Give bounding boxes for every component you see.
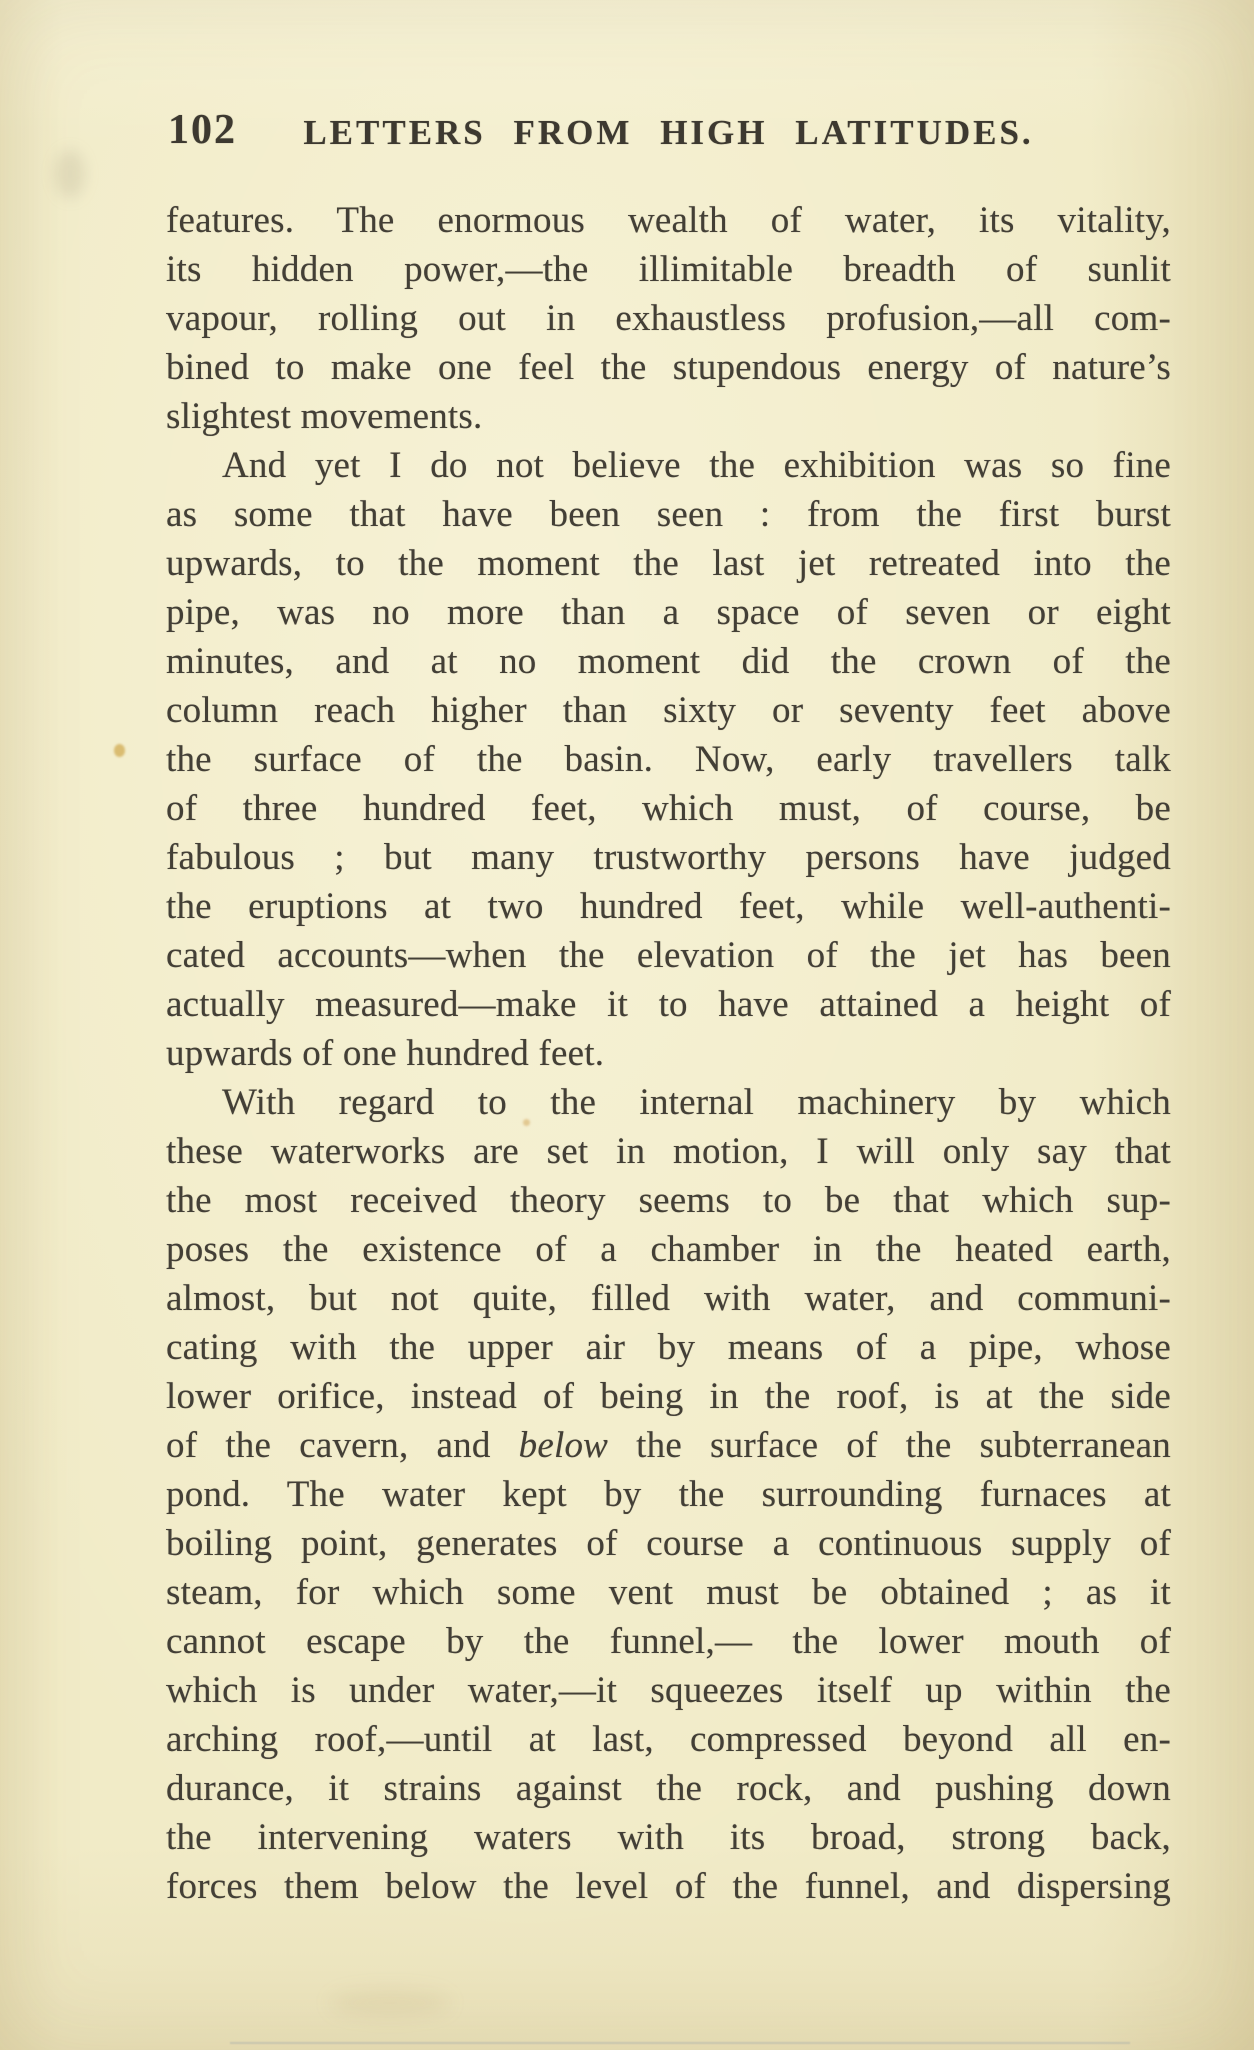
text-line: vapour, rolling out in exhaustless profusion,—all com- bbox=[166, 298, 1171, 339]
text-line: lower orifice, instead of being in the roof, is at the side bbox=[166, 1376, 1171, 1417]
text-line: of the cavern, and below the surface of the subterranean bbox=[166, 1425, 1171, 1466]
text-line: cannot escape by the funnel,— the lower mouth of bbox=[166, 1621, 1171, 1662]
text-line: its hidden power,—the illimitable breadth of sunlit bbox=[166, 249, 1171, 290]
text-line: the eruptions at two hundred feet, while well-authenti- bbox=[166, 886, 1171, 927]
text-line: pipe, was no more than a space of seven or eight bbox=[166, 592, 1171, 633]
text-line: forces them below the level of the funnel, and dispersing bbox=[166, 1866, 1171, 1907]
text-line: features. The enormous wealth of water, its vitality, bbox=[166, 200, 1171, 241]
text-line: minutes, and at no moment did the crown of the bbox=[166, 641, 1171, 682]
paragraph bbox=[166, 441, 1171, 1078]
paper-smudge bbox=[55, 150, 85, 198]
paragraph bbox=[166, 196, 1171, 441]
page-header bbox=[166, 106, 1171, 158]
page-number: 102 bbox=[168, 107, 237, 153]
text-line: With regard to the internal machinery by which bbox=[222, 1082, 1171, 1123]
text-line: pond. The water kept by the surrounding furnaces at bbox=[166, 1474, 1171, 1515]
text-line: upwards of one hundred feet. bbox=[166, 1033, 605, 1074]
text-line: durance, it strains against the rock, and pushing down bbox=[166, 1768, 1171, 1809]
text-line: cating with the upper air by means of a pipe, whose bbox=[166, 1327, 1171, 1368]
text-line: cated accounts—when the elevation of the jet has been bbox=[166, 935, 1171, 976]
scan-edge-line bbox=[230, 2042, 1130, 2044]
text-line: bined to make one feel the stupendous energy of nature’s bbox=[166, 347, 1171, 388]
text-line: poses the existence of a chamber in the heated earth, bbox=[166, 1229, 1171, 1270]
text-line: the surface of the basin. Now, early travellers talk bbox=[166, 739, 1171, 780]
paper-smudge bbox=[330, 1990, 450, 2016]
text-line: these waterworks are set in motion, I will only say that bbox=[166, 1131, 1171, 1172]
text-line: arching roof,—until at last, compressed beyond all en- bbox=[166, 1719, 1171, 1760]
text-line: which is under water,—it squeezes itself up within the bbox=[166, 1670, 1171, 1711]
text-line: actually measured—make it to have attained a height of bbox=[166, 984, 1171, 1025]
paragraph bbox=[166, 1078, 1171, 1911]
running-title: LETTERS FROM HIGH LATITUDES. bbox=[303, 113, 1034, 152]
text-line: boiling point, generates of course a continuous supply of bbox=[166, 1523, 1171, 1564]
page-body bbox=[166, 196, 1171, 1911]
text-line: upwards, to the moment the last jet retreated into the bbox=[166, 543, 1171, 584]
text-line: slightest movements. bbox=[166, 396, 483, 437]
text-line: as some that have been seen : from the first burst bbox=[166, 494, 1171, 535]
text-line: almost, but not quite, filled with water, and communi- bbox=[166, 1278, 1171, 1319]
text-line: the most received theory seems to be that which sup- bbox=[166, 1180, 1171, 1221]
text-line: steam, for which some vent must be obtained ; as it bbox=[166, 1572, 1171, 1613]
text-line: column reach higher than sixty or seventy feet above bbox=[166, 690, 1171, 731]
text-line: fabulous ; but many trustworthy persons have judged bbox=[166, 837, 1171, 878]
paper-stain-speck bbox=[114, 744, 125, 757]
text-line: And yet I do not believe the exhibition was so fine bbox=[222, 445, 1171, 486]
text-line: the intervening waters with its broad, strong back, bbox=[166, 1817, 1171, 1858]
text-line: of three hundred feet, which must, of course, be bbox=[166, 788, 1171, 829]
